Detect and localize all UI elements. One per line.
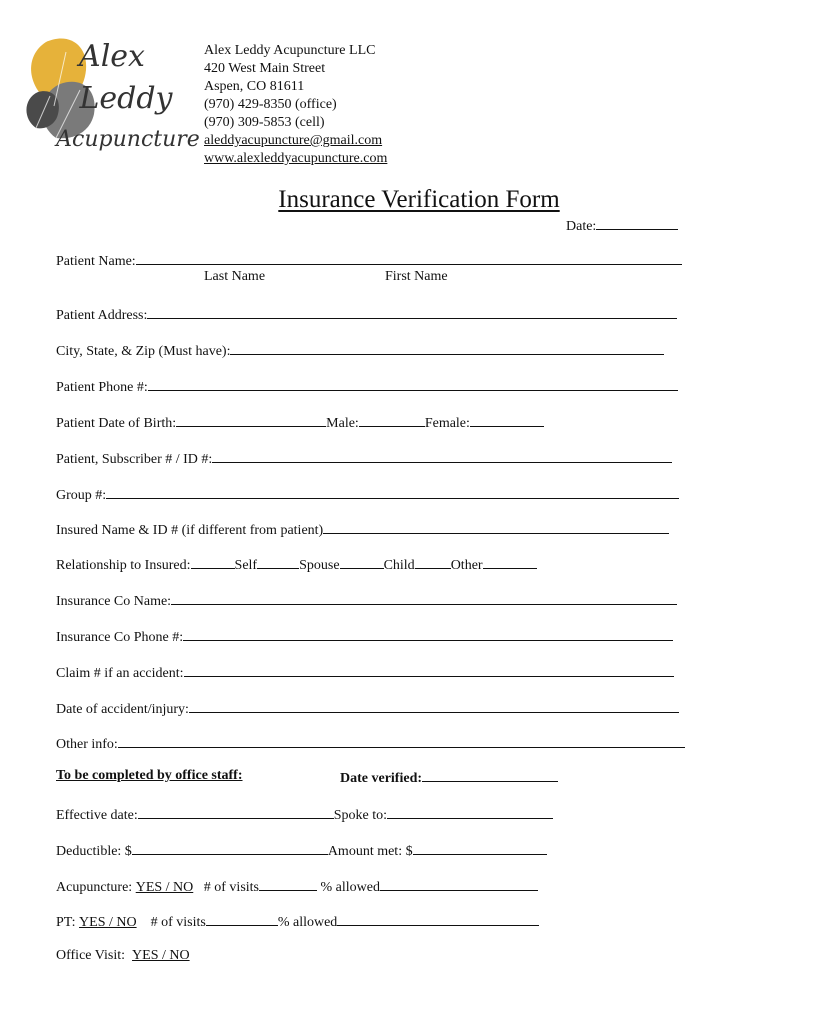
patient-address-line[interactable]: [147, 305, 677, 319]
company-contact-block: [204, 42, 387, 168]
city-state-zip-line[interactable]: [230, 341, 664, 355]
claim-field[interactable]: [56, 663, 674, 682]
pt-field[interactable]: [56, 912, 539, 931]
other-info-label: Other info:: [56, 737, 118, 752]
dob-gender-field[interactable]: [56, 413, 544, 432]
effective-date-field[interactable]: [56, 805, 553, 824]
deductible-line[interactable]: [132, 841, 328, 855]
company-name: Alex Leddy Acupuncture LLC: [204, 43, 376, 58]
office-visit-label: Office Visit:: [56, 948, 126, 963]
effective-date-line[interactable]: [138, 805, 334, 819]
dob-line[interactable]: [176, 413, 326, 427]
city-state-zip-field[interactable]: [56, 341, 664, 360]
last-name-caption: Last Name: [204, 269, 266, 284]
patient-address-label: Patient Address:: [56, 308, 148, 323]
patient-name-field[interactable]: [56, 251, 682, 270]
acupuncture-yes-no[interactable]: YES / NO: [135, 880, 194, 895]
deductible-label: Deductible: $: [56, 844, 132, 859]
pt-allowed-line[interactable]: [337, 912, 539, 926]
office-visit-yes-no[interactable]: YES / NO: [132, 948, 190, 963]
group-label: Group #:: [56, 488, 107, 503]
subscriber-id-field[interactable]: [56, 449, 672, 468]
pt-visits-line[interactable]: [206, 912, 278, 926]
self-label: Self: [234, 558, 258, 573]
amount-met-label: Amount met: $: [327, 844, 413, 859]
insurance-co-phone-field[interactable]: [56, 627, 673, 646]
insured-label: Insured Name & ID # (if different from patient): [56, 523, 324, 538]
company-phone-cell: (970) 309-5853 (cell): [204, 115, 325, 130]
accident-date-line[interactable]: [189, 699, 679, 713]
acupuncture-visits-line[interactable]: [259, 877, 317, 891]
spoke-to-line[interactable]: [387, 805, 553, 819]
acupuncture-allowed-label: % allowed: [320, 880, 380, 895]
patient-name-line[interactable]: [136, 251, 682, 265]
self-line[interactable]: [191, 555, 235, 569]
staff-section-heading: To be completed by office staff:: [56, 768, 243, 783]
logo-text-line2: Leddy: [79, 81, 173, 116]
male-line[interactable]: [359, 413, 425, 427]
dob-label: Patient Date of Birth:: [56, 416, 177, 431]
effective-date-label: Effective date:: [56, 808, 138, 823]
insurance-co-phone-label: Insurance Co Phone #:: [56, 630, 184, 645]
first-name-caption: First Name: [385, 269, 448, 284]
amount-met-line[interactable]: [413, 841, 547, 855]
other-info-line[interactable]: [118, 734, 685, 748]
patient-phone-label: Patient Phone #:: [56, 380, 148, 395]
acupuncture-field[interactable]: [56, 877, 538, 896]
pt-allowed-label: % allowed: [277, 915, 338, 930]
city-state-zip-label: City, State, & Zip (Must have):: [56, 344, 231, 359]
insurance-co-name-label: Insurance Co Name:: [56, 594, 172, 609]
patient-name-label: Patient Name:: [56, 254, 136, 269]
company-phone-office: (970) 429-8350 (office): [204, 97, 337, 112]
company-website[interactable]: www.alexleddyacupuncture.com: [204, 151, 388, 166]
patient-address-field[interactable]: [56, 305, 677, 324]
spouse-label: Spouse: [299, 558, 340, 573]
deductible-field[interactable]: [56, 841, 547, 860]
subscriber-label: Patient, Subscriber # / ID #:: [56, 452, 213, 467]
pt-label: PT:: [56, 915, 76, 930]
other-info-field[interactable]: [56, 734, 685, 753]
insurance-co-name-field[interactable]: [56, 591, 677, 610]
date-verified-label: Date verified:: [340, 771, 423, 786]
date-verified-line[interactable]: [422, 768, 558, 782]
patient-phone-line[interactable]: [148, 377, 678, 391]
child-label: Child: [383, 558, 415, 573]
spouse-line[interactable]: [257, 555, 299, 569]
insurance-co-phone-line[interactable]: [183, 627, 673, 641]
relationship-label: Relationship to Insured:: [56, 558, 191, 573]
group-field[interactable]: [56, 485, 679, 504]
subscriber-line[interactable]: [212, 449, 672, 463]
accident-date-label: Date of accident/injury:: [56, 702, 189, 717]
date-line[interactable]: [596, 216, 678, 230]
company-street: 420 West Main Street: [204, 61, 326, 76]
other-label: Other: [450, 558, 483, 573]
company-logo: [16, 28, 200, 168]
relationship-field[interactable]: [56, 555, 537, 574]
date-label: Date:: [566, 219, 597, 234]
logo-text-line1: Alex: [79, 39, 145, 74]
office-visit-field[interactable]: [56, 948, 190, 964]
pt-visits-label: # of visits: [150, 915, 206, 930]
male-label: Male:: [326, 416, 359, 431]
claim-line[interactable]: [184, 663, 674, 677]
form-title: Insurance Verification Form: [278, 186, 560, 213]
company-email[interactable]: aleddyacupuncture@gmail.com: [204, 133, 383, 148]
acupuncture-allowed-line[interactable]: [380, 877, 538, 891]
spoke-to-label: Spoke to:: [333, 808, 388, 823]
other-trailing-line[interactable]: [483, 555, 537, 569]
group-line[interactable]: [106, 485, 679, 499]
other-line[interactable]: [415, 555, 451, 569]
logo-text-line3: Acupuncture: [56, 127, 200, 152]
acupuncture-visits-label: # of visits: [203, 880, 259, 895]
accident-date-field[interactable]: [56, 699, 679, 718]
pt-yes-no[interactable]: YES / NO: [79, 915, 137, 930]
insured-line[interactable]: [323, 520, 669, 534]
company-city: Aspen, CO 81611: [204, 79, 305, 94]
date-field[interactable]: [566, 216, 678, 235]
female-label: Female:: [424, 416, 470, 431]
date-verified-field[interactable]: [340, 768, 558, 787]
patient-phone-field[interactable]: [56, 377, 678, 396]
insured-field[interactable]: [56, 520, 669, 539]
female-line[interactable]: [470, 413, 544, 427]
claim-label: Claim # if an accident:: [56, 666, 184, 681]
acupuncture-label: Acupuncture:: [56, 880, 133, 895]
child-line[interactable]: [340, 555, 384, 569]
insurance-co-name-line[interactable]: [171, 591, 677, 605]
